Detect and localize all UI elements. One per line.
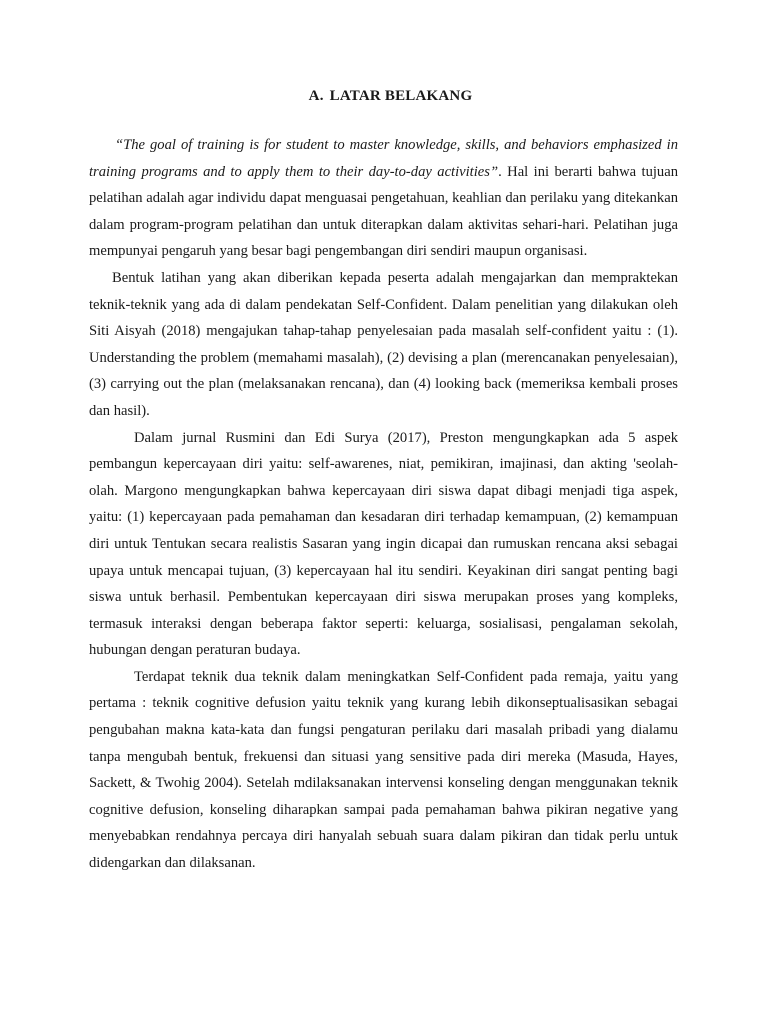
- document-page: [89, 88, 678, 877]
- paragraph-2: Bentuk latihan yang akan diberikan kepada peserta adalah mengajarkan dan mempraktekan teknik-teknik yang ada di dalam pendekatan Self-Confident. Dalam penelitian yang dilakukan oleh Siti Aisyah (2018) mengajukan tahap-tahap penyelesaian pada masalah self-confident yaitu : (1). Understanding the problem (memahami masalah), (2) devising a plan (merencanakan penyelesaian), (3) carrying out the plan (melaksanakan rencana), dan (4) looking back (memeriksa kembali proses dan hasil).: [89, 269, 678, 419]
- paragraph-4: Terdapat teknik dua teknik dalam meningkatkan Self-Confident pada remaja, yaitu yang pertama : teknik cognitive defusion yaitu teknik yang kurang lebih dikonseptualisasikan sebagai pengubahan makna kata-kata dan fungsi pengaturan perilaku dari masalah pribadi yang dialamu tanpa mengubah bentuk, frekuensi dan situasi yang sensitive pada diri mereka (Masuda, Hayes, Sackett, & Twohig 2004). Setelah mdilaksanakan intervensi konseling dengan menggunakan teknik cognitive defusion, konseling diharapkan sampai pada pemahaman bahwa pikiran negative yang menyebabkan rendahnya percaya diri hanyalah sebuah suara dalam pikiran dan tidak perlu untuk didengarkan dan dilaksanan.: [89, 668, 678, 872]
- training-quote: “The goal of training is for student to master knowledge, skills, and behaviors emphasized in training programs and to apply them to their day-to-day activities”: [89, 137, 678, 180]
- paragraph-1-text: . Hal ini berarti bahwa tujuan pelatihan adalah agar individu dapat menguasai pengetahuan, keahlian dan perilaku yang ditekankan dalam program-program pelatihan dan untuk diterapkan dalam aktivitas sehari-hari. Pelatihan juga mempunyai pengaruh yang besar bagi pengembangan diri sendiri maupun organisasi.: [89, 163, 678, 260]
- paragraph-1: [89, 132, 678, 265]
- section-heading: [89, 88, 678, 105]
- section-title: LATAR BELAKANG: [329, 88, 473, 104]
- paragraph-3: Dalam jurnal Rusmini dan Edi Surya (2017), Preston mengungkapkan ada 5 aspek pembangun kepercayaan diri yaitu: self-awarenes, niat, pemikiran, imajinasi, dan akting 'seolah-olah. Margono mengungkapkan bahwa kepercayaan diri siswa dapat dibagi menjadi tiga aspek, yaitu: (1) kepercayaan pada pemahaman dan kesadaran diri terhadap kemampuan, (2) kemampuan diri untuk Tentukan secara realistis Sasaran yang ingin dicapai dan rumuskan rencana aksi sebagai upaya untuk mencapai tujuan, (3) kepercayaan hal itu sendiri. Keyakinan diri sangat penting bagi siswa untuk berhasil. Pembentukan kepercayaan diri siswa merupakan proses yang kompleks, termasuk interaksi dengan beberapa faktor seperti: keluarga, sosialisasi, pengalaman sekolah, hubungan dengan peraturan budaya.: [89, 429, 678, 659]
- section-number: A.: [308, 88, 324, 104]
